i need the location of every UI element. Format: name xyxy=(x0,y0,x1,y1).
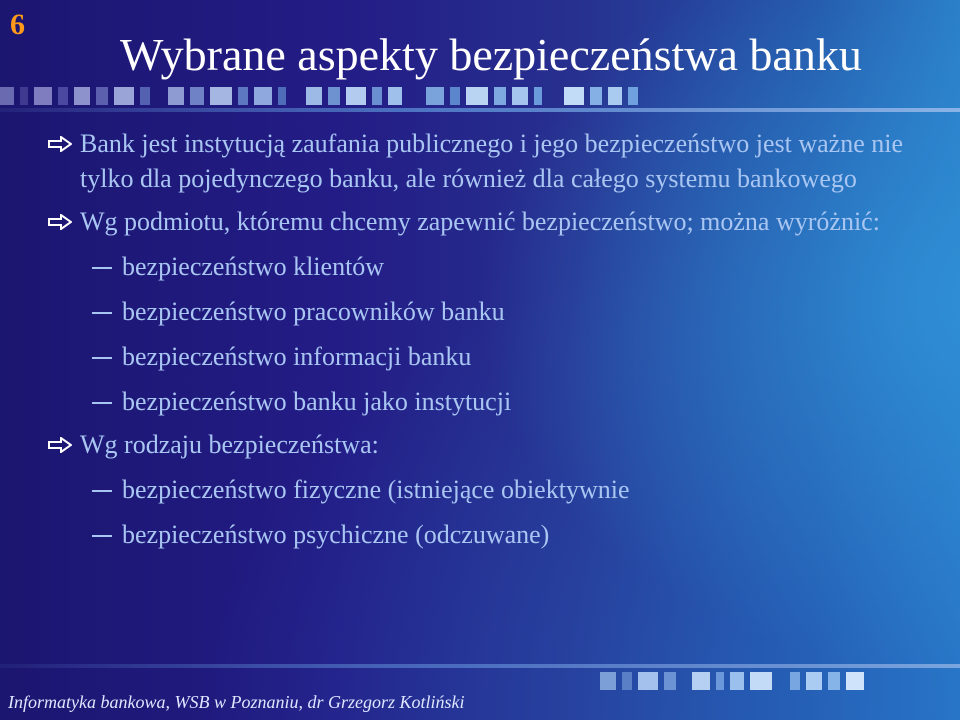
dash-icon xyxy=(92,490,112,492)
dash-icon xyxy=(92,312,112,314)
sub-bullet-text: bezpieczeństwo klientów xyxy=(122,252,385,281)
dash-icon xyxy=(92,535,112,537)
sub-bullet-text: bezpieczeństwo banku jako instytucji xyxy=(122,387,512,416)
bullet-text: Wg podmiotu, któremu chcemy zapewnić bezpieczeństwo; można wyróżnić: xyxy=(80,207,880,236)
sub-bullet-item xyxy=(0,517,960,552)
bottom-decorative-strip xyxy=(600,672,960,690)
sub-bullet-text: bezpieczeństwo psychiczne (odczuwane) xyxy=(122,520,550,549)
slide-number: 6 xyxy=(10,8,25,41)
sub-bullet-text: bezpieczeństwo pracowników banku xyxy=(122,297,505,326)
bullet-text: Bank jest instytucją zaufania publicznego i jego bezpieczeństwo jest ważne nie tylko dla pojedynczego banku, ale również dla całego systemu bankowego xyxy=(80,129,904,193)
dash-icon xyxy=(92,267,112,269)
sub-bullet-text: bezpieczeństwo fizyczne (istniejące obiektywnie xyxy=(122,475,630,504)
hollow-arrow-right-icon xyxy=(48,136,72,152)
bullet-item xyxy=(0,126,960,196)
top-decorative-strip xyxy=(0,87,960,105)
hollow-arrow-right-icon xyxy=(48,214,72,230)
bottom-divider-line xyxy=(0,664,960,668)
sub-bullet-item xyxy=(0,384,960,419)
sub-bullet-item xyxy=(0,249,960,284)
top-divider-line xyxy=(0,108,960,112)
dash-icon xyxy=(92,357,112,359)
sub-bullet-item xyxy=(0,294,960,329)
slide-footer: Informatyka bankowa, WSB w Poznaniu, dr Grzegorz Kotliński xyxy=(8,692,465,712)
bullet-item xyxy=(0,204,960,239)
sub-bullet-text: bezpieczeństwo informacji banku xyxy=(122,342,472,371)
slide-content xyxy=(0,118,960,552)
sub-bullet-item xyxy=(0,339,960,374)
dash-icon xyxy=(92,402,112,404)
bullet-item xyxy=(0,427,960,462)
slide-title: Wybrane aspekty bezpieczeństwa banku xyxy=(120,29,862,80)
sub-bullet-item xyxy=(0,472,960,507)
bullet-text: Wg rodzaju bezpieczeństwa: xyxy=(80,430,379,459)
hollow-arrow-right-icon xyxy=(48,437,72,453)
